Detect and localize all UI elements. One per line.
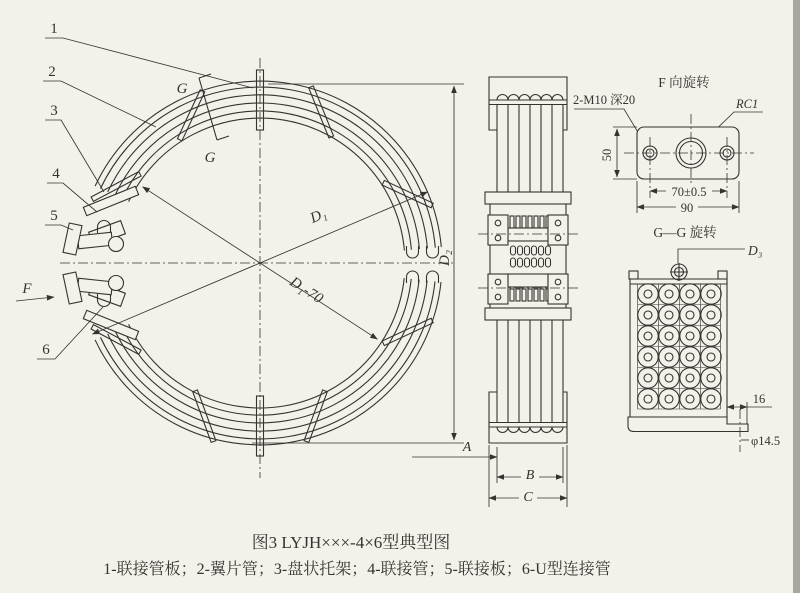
dim-d1-label: D₁ — [307, 205, 329, 227]
f-view-title: F 向旋转 — [658, 75, 710, 90]
f-view-thread-note: RC1 — [736, 97, 759, 111]
flange-assembly-upper — [478, 215, 578, 245]
figure-legend: 1-联接管板；2-翼片管；3-盘状托架；4-联接管；5-联接板；6-U型连接管 — [103, 561, 611, 578]
gg-dim-hole-label: φ14.5 — [751, 434, 781, 448]
f-dim-height-label: 50 — [600, 148, 614, 162]
f-dim-width-label: 90 — [680, 201, 694, 215]
side-band-upper — [485, 192, 571, 204]
dim-b-label: B — [525, 468, 535, 483]
callout-3-label: 3 — [50, 103, 58, 119]
dim-a-label: A — [462, 440, 472, 455]
f-dim-spacing-label: 70±0.5 — [671, 185, 707, 199]
callout-2-label: 2 — [48, 64, 56, 80]
callout-4-label: 4 — [52, 166, 60, 182]
dim-c-label: C — [523, 490, 533, 505]
side-band-lower — [485, 308, 571, 320]
view-arrow-f-label: F — [22, 281, 32, 297]
gg-dim-lip-label: 16 — [752, 392, 766, 406]
callout-6-label: 6 — [42, 342, 50, 358]
dim-d1-70-label: D₁-70 — [286, 274, 326, 308]
dim-d2-label: D₂ — [437, 249, 453, 267]
flange-assembly-lower — [478, 274, 578, 304]
figure-title: 图3 LYJH×××-4×6型典型图 — [251, 533, 451, 552]
gg-d3-label: D₃ — [748, 243, 763, 258]
callout-1-label: 1 — [50, 21, 58, 37]
gg-view-title: G—G 旋转 — [653, 225, 717, 240]
callout-5-label: 5 — [50, 208, 58, 224]
section-label-g-bottom: G — [204, 150, 216, 166]
section-label-g-top: G — [176, 81, 188, 97]
f-view-tap-note: 2-M10 深20 — [573, 93, 636, 107]
scan-edge-strip — [793, 0, 800, 593]
